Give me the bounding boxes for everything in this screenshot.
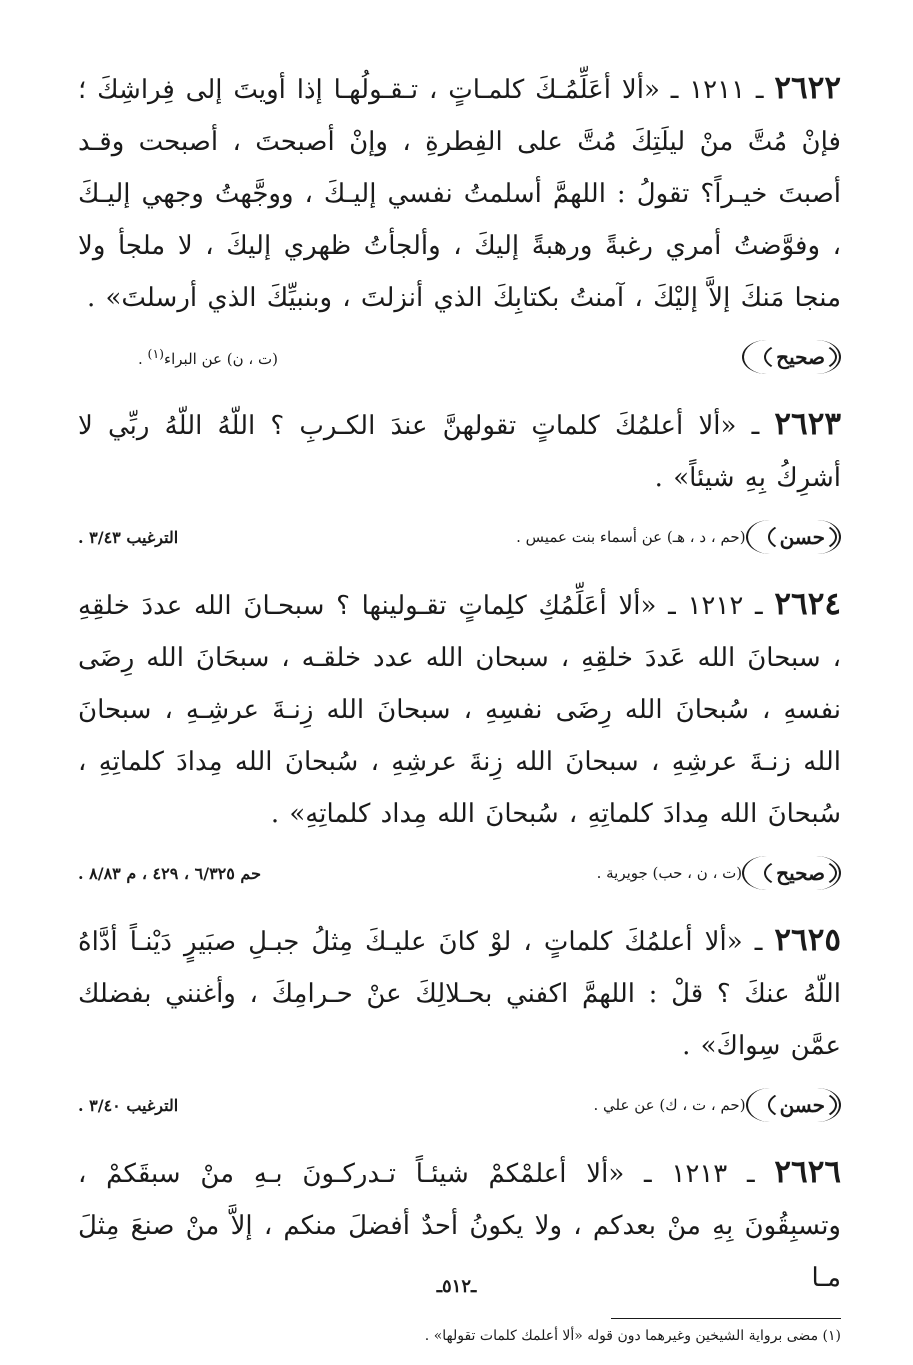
sources-label: (ت ، ن) عن البراء <box>164 350 278 368</box>
grade-badge <box>742 340 841 374</box>
source-row <box>78 850 841 896</box>
grade-label: صحيح <box>764 340 837 374</box>
hadith-number: ٢٦٢٥ <box>774 922 842 958</box>
hadith-text: ـ ١٢١١ ـ «ألا أعَلِّمُـكَ كلمـاتٍ ، تـقـولُهـا إذا أويتَ إلى فِراشِكَ ؛ فإنْ مُتَّ منْ ليلَتِكَ مُتَّ على الفِطرةِ ، وإنْ أصبحتَ ، أصبحت وقـد أصبتَ خيـراً؟ تقولُ : اللهمَّ أسلمتُ نفسي إليـكَ ، ووجَّهتُ وجهي إليـكَ ، وفوَّضتُ أمري رغبةً ورهبةً إليكَ ، وألجأتُ ظهري إليكَ ، لا ملجأ ولا منجا مَنكَ إلاَّ إليْكَ ، آمنتُ بكتابِكَ الذي أنزلتَ ، وبنبيِّكَ الذي أرسلتَ» . <box>78 75 841 313</box>
hadith-text: ـ «ألا أعلمُكَ كلماتٍ تقولهنَّ عندَ الكـربِ ؟ اللّهُ اللّهُ ربِّي لا أشرِكُ بِهِ شيئاً» . <box>78 411 841 493</box>
reference-text: الترغيب ٣/٤٣ . <box>78 527 179 547</box>
hadith-number: ٢٦٢٣ <box>774 406 842 442</box>
grade-label: صحيح <box>764 856 837 890</box>
grade-label: حسن <box>768 520 837 554</box>
footnote-divider <box>611 1318 841 1319</box>
source-row <box>78 514 841 560</box>
footnote: (١) مضى برواية الشيخين وغيرهما دون قوله «ألا أعلمك كلمات تقولها» . <box>424 1328 841 1344</box>
footnote-marker: (١) <box>147 346 165 361</box>
hadith-number: ٢٦٢٤ <box>774 586 841 622</box>
hadith-number: ٢٦٢٢ <box>774 70 841 106</box>
hadith-text: ـ ١٢١٣ ـ «ألا أعلمْكمْ شيئـاً تـدركـونَ بـهِ منْ سبقَكمْ ، وتسبِقُونَ بِهِ منْ بعدكم ، ولا يكونُ أحدٌ أفضلَ منكم ، إلاَّ منْ صنعَ مِثلَ مـا <box>78 1159 841 1293</box>
hadith-2624 <box>78 578 841 840</box>
sources-text: (حم ، د ، هـ) عن أسماء بنت عميس . <box>516 528 746 546</box>
grade-badge <box>746 1088 841 1122</box>
reference-text: الترغيب ٣/٤٠ . <box>78 1095 179 1115</box>
source-row <box>78 1082 841 1128</box>
page-number: ـ٥١٢ـ <box>436 1276 477 1297</box>
reference-text: حم ٦/٣٢٥ ، ٤٢٩ ، م ٨/٨٣ . <box>78 863 261 883</box>
hadith-2625 <box>78 914 841 1072</box>
sources-text: (حم ، ت ، ك) عن علي . <box>593 1096 746 1114</box>
grade-badge <box>746 520 841 554</box>
hadith-number: ٢٦٢٦ <box>774 1154 842 1190</box>
grade-label: حسن <box>768 1088 837 1122</box>
sources-text: (ت ، ن) عن البراء$^{(١)}$ . <box>138 346 278 368</box>
grade-badge <box>742 856 841 890</box>
hadith-text: ـ ١٢١٢ ـ «ألا أعَلِّمُكِ كلِماتٍ تقـولينها ؟ سبحـانَ الله عددَ خلقِهِ ، سبحانَ الله عَددَ خلقِهِ ، سبحان الله عدد خلقـه ، سبحَانَ الله رِضَى نفسهِ ، سُبحانَ الله رِضَى نفسِهِ ، سبحانَ الله زِنـةَ عرشِـهِ ، سبحانَ الله زنـةَ عرشِهِ ، سبحانَ الله زِنةَ عرشِهِ ، سُبحانَ الله مِدادَ كلماتِهِ ، سُبحانَ الله مِدادَ كلماتِهِ ، سُبحانَ الله مِداد كلماتِهِ» . <box>78 591 841 829</box>
sources-text: (ت ، ن ، حب) جويرية . <box>596 864 743 882</box>
hadith-2623 <box>78 398 841 504</box>
source-row <box>78 334 841 380</box>
hadith-text: ـ «ألا أعلمُكَ كلماتٍ ، لوْ كانَ عليـكَ مِثلُ جبـلِ صبَيرٍ دَيْنـاً أدَّاهُ اللّهُ عنكَ ؟ قلْ : اللهمَّ اكفني بحـلالِكَ عنْ حـرامِكَ ، وأغنني بفضلك عمَّن سِواكَ» . <box>78 927 841 1061</box>
hadith-2622 <box>78 62 841 324</box>
